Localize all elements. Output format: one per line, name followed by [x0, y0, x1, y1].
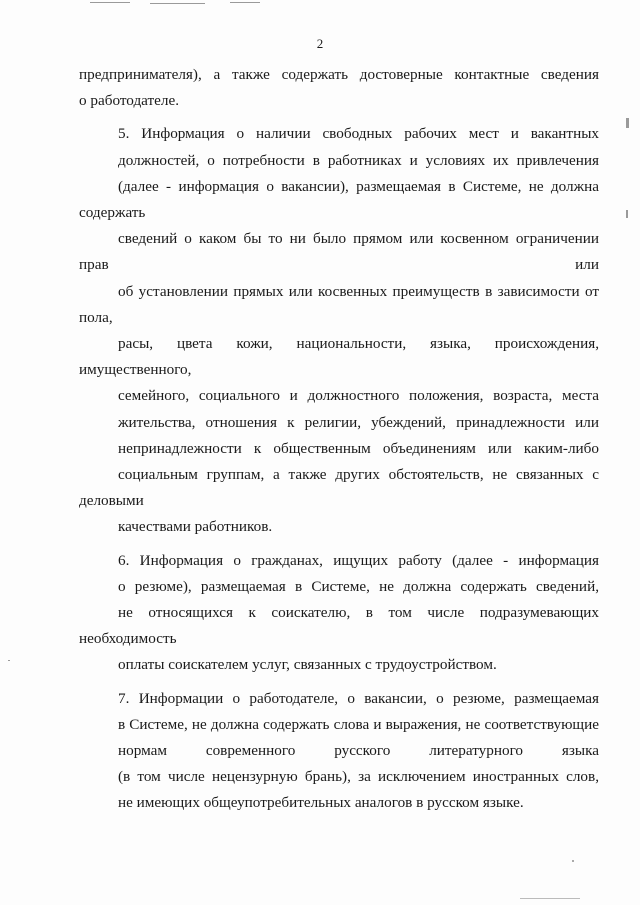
scan-artifact: [572, 860, 574, 862]
scan-artifact: [626, 118, 629, 128]
text-line: нормам современного русского литературного языка: [118, 742, 599, 760]
text-line: не имеющих общеупотребительных аналогов в русском языке.: [118, 794, 524, 812]
text-line: о резюме), размещаемая в Системе, не должна содержать сведений,: [118, 577, 599, 595]
text-line: 6. Информация о гражданах, ищущих работу (далее - информация: [118, 551, 599, 569]
paragraph-6: [79, 548, 599, 679]
page-number: 2: [316, 36, 324, 51]
text-line: о работодателе.: [79, 92, 180, 110]
text-line: предпринимателя), а также содержать достоверные контактные сведения: [79, 66, 599, 83]
text-line: (в том числе нецензурную брань), за исключением иностранных слов,: [118, 768, 599, 786]
text-line: качествами работников.: [118, 518, 273, 536]
paragraph-intro: [79, 62, 599, 114]
text-line: непринадлежности к общественным объединениям или каким-либо: [118, 439, 599, 457]
text-line: социальным группам, а также других обстоятельств, не связанных с деловыми: [79, 466, 599, 510]
text-line: сведений о каком бы то ни было прямом или косвенном ограничении прав или: [79, 230, 599, 274]
text-line: 7. Информации о работодателе, о вакансии, о резюме, размещаемая: [118, 689, 599, 707]
scan-artifact: [8, 660, 10, 661]
scan-artifact: [150, 3, 205, 4]
text-line: должностей, о потребности в работниках и условиях их привлечения: [118, 151, 599, 169]
paragraph-7: [79, 686, 599, 817]
text-line: в Системе, не должна содержать слова и выражения, не соответствующие: [118, 715, 599, 733]
paragraph-5: [79, 121, 599, 540]
text-line: семейного, социального и должностного положения, возраста, места: [118, 387, 599, 405]
scan-artifact: [626, 210, 628, 218]
text-line: 5. Информация о наличии свободных рабочих мест и вакантных: [118, 125, 599, 143]
text-line: об установлении прямых или косвенных преимуществ в зависимости от пола,: [79, 282, 599, 326]
text-line: расы, цвета кожи, национальности, языка, происхождения, имущественного,: [79, 335, 599, 379]
scan-artifact: [230, 2, 260, 3]
text-line: (далее - информация о вакансии), размещаемая в Системе, не должна содержать: [79, 177, 599, 222]
scan-artifact: [520, 898, 580, 899]
document-body: [79, 62, 599, 824]
text-line: не относящихся к соискателю, в том числе подразумевающих необходимость: [79, 604, 599, 648]
scan-artifact: [90, 2, 130, 3]
text-line: жительства, отношения к религии, убеждений, принадлежности или: [118, 413, 599, 431]
text-line: оплаты соискателем услуг, связанных с трудоустройством.: [118, 656, 497, 674]
